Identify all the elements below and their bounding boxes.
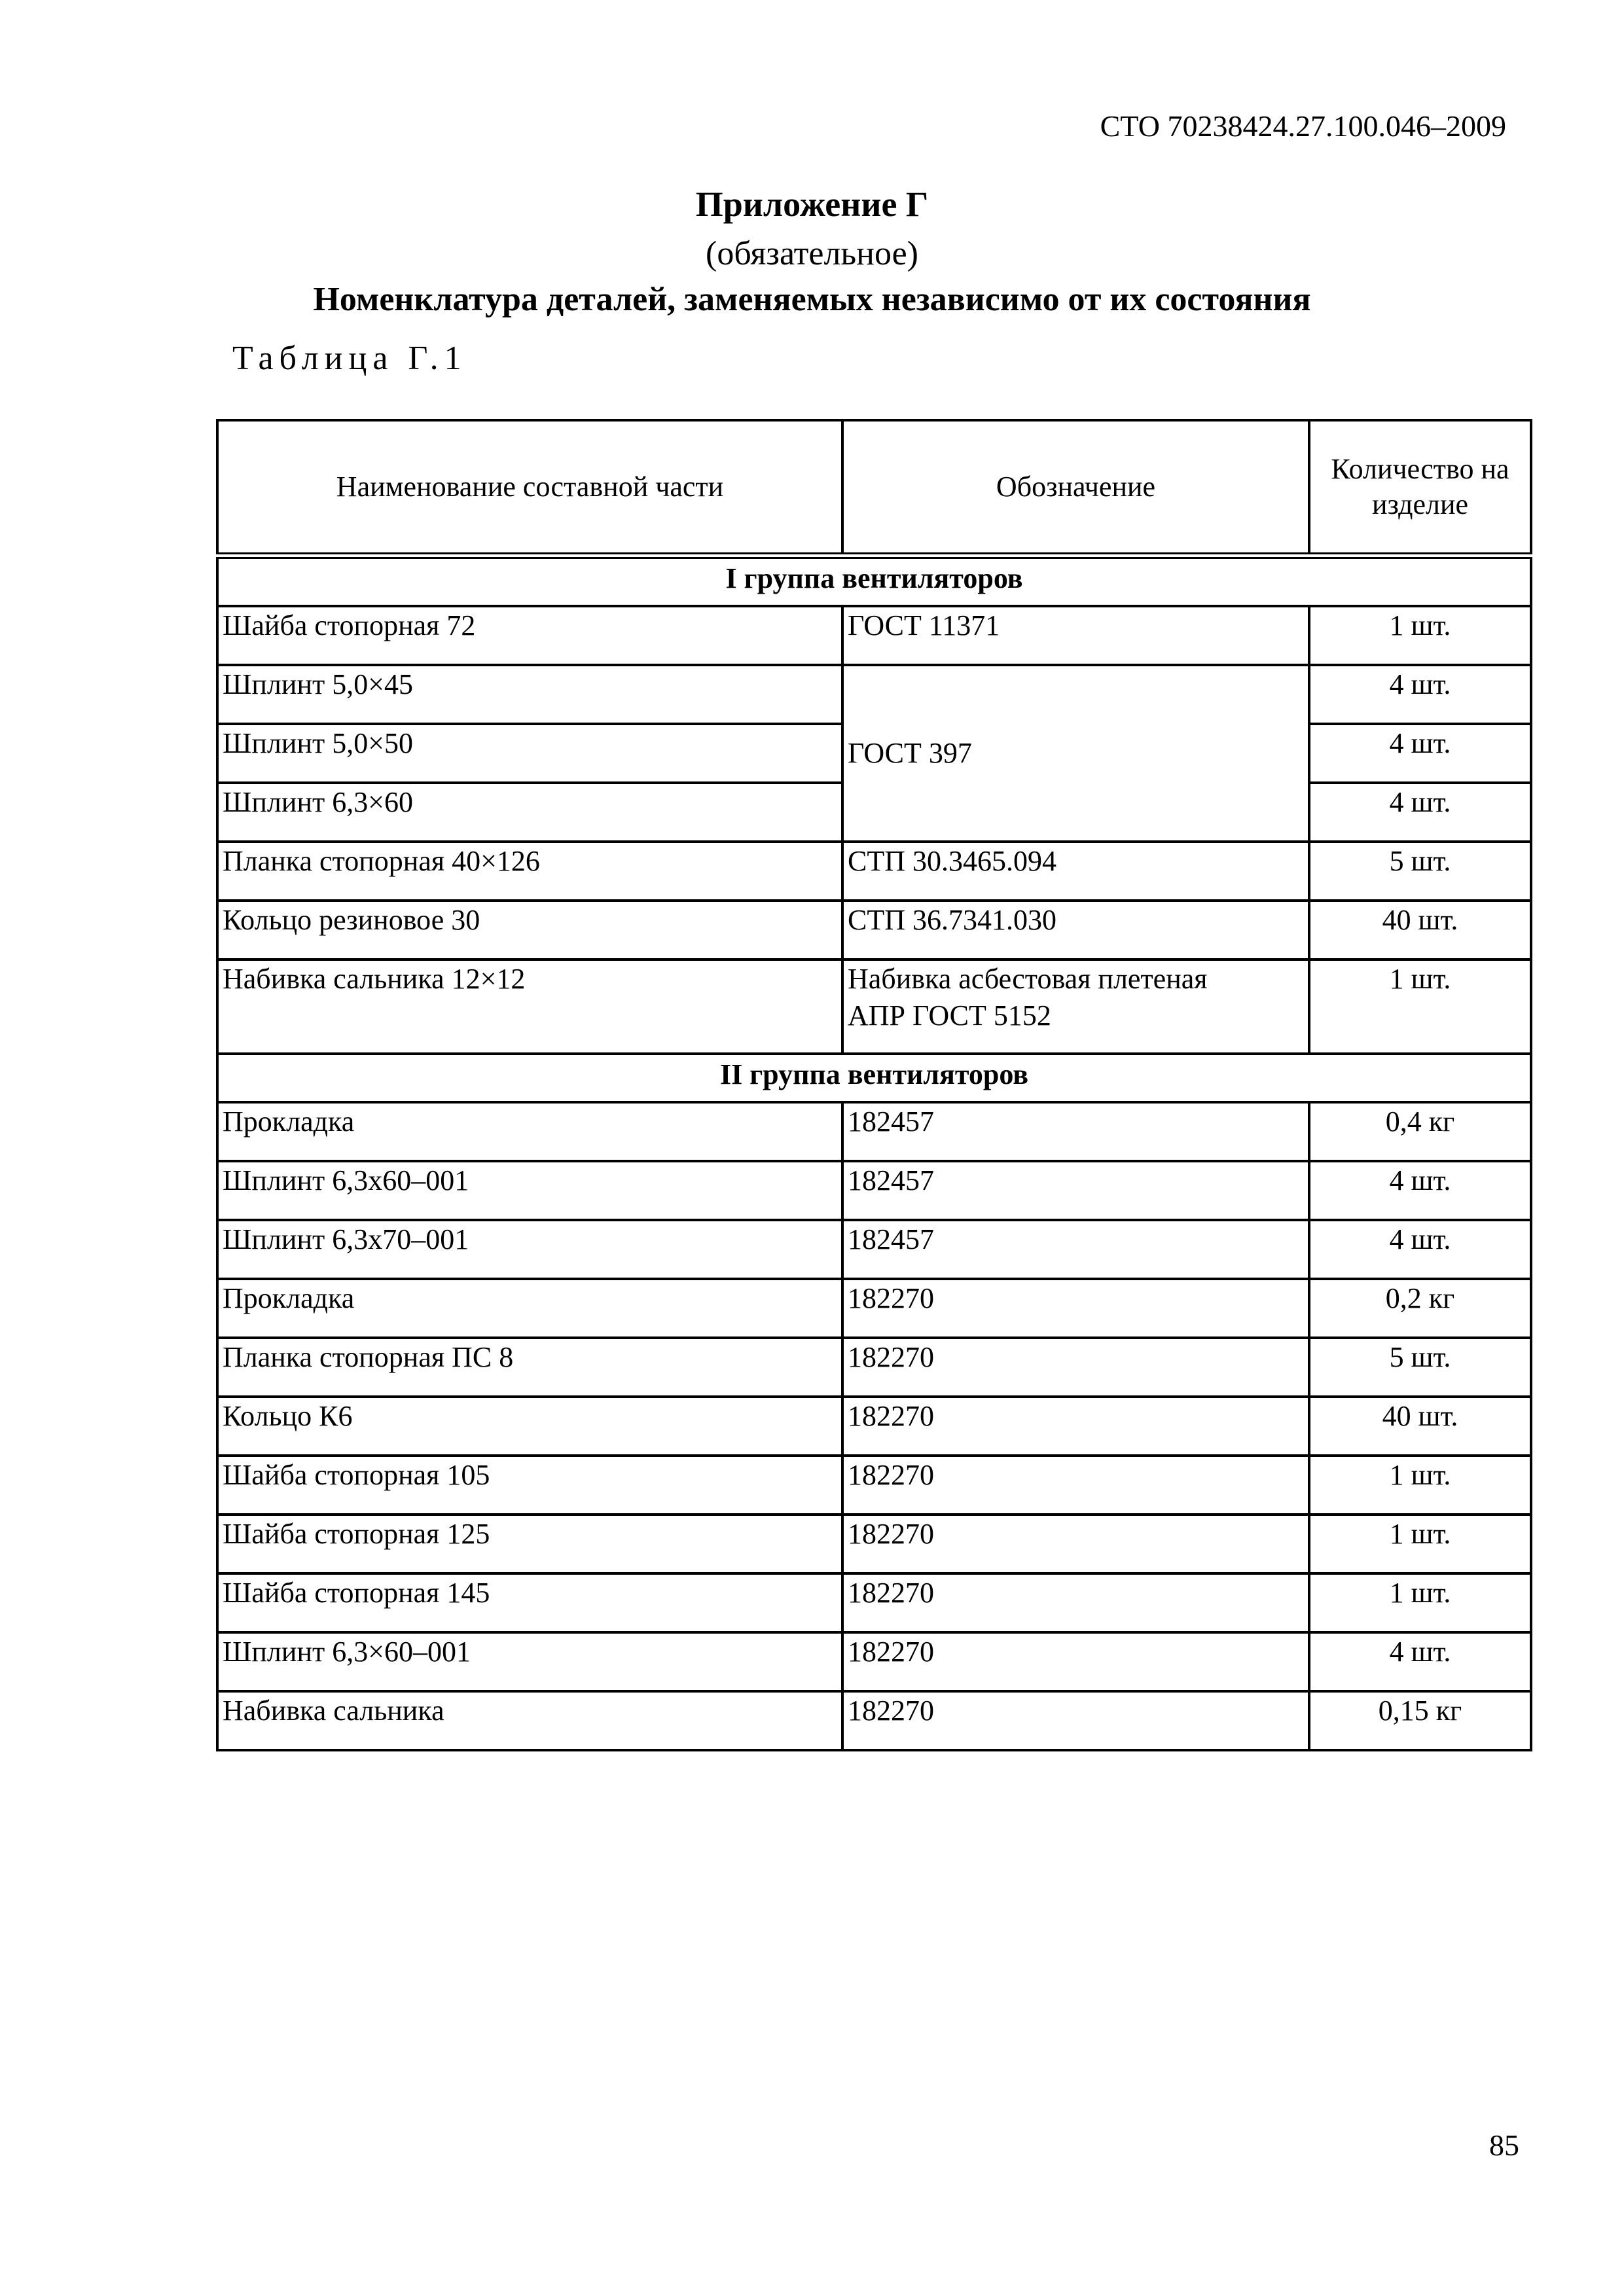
table-row bbox=[217, 1456, 1531, 1515]
part-quantity: 0,2 кг bbox=[1309, 1279, 1531, 1338]
table-row bbox=[217, 1632, 1531, 1691]
part-quantity: 4 шт. bbox=[1309, 665, 1531, 724]
designation-line: Набивка асбестовая плетеная bbox=[848, 963, 1208, 995]
part-name: Планка стопорная 40×126 bbox=[217, 842, 842, 901]
part-quantity: 1 шт. bbox=[1309, 1456, 1531, 1515]
parts-table bbox=[216, 419, 1532, 1751]
part-name: Набивка сальника bbox=[217, 1691, 842, 1750]
part-quantity: 4 шт. bbox=[1309, 783, 1531, 842]
table-row bbox=[217, 1279, 1531, 1338]
part-designation: 182270 bbox=[842, 1279, 1309, 1338]
table-row bbox=[217, 1691, 1531, 1750]
part-name: Шплинт 6,3х60–001 bbox=[217, 1161, 842, 1220]
part-designation: ГОСТ 397 bbox=[842, 665, 1309, 842]
part-quantity: 0,4 кг bbox=[1309, 1102, 1531, 1161]
group-header-row bbox=[217, 556, 1531, 606]
part-name: Кольцо резиновое 30 bbox=[217, 901, 842, 960]
part-quantity: 40 шт. bbox=[1309, 1397, 1531, 1456]
table-row bbox=[217, 1161, 1531, 1220]
part-quantity: 1 шт. bbox=[1309, 606, 1531, 665]
column-header-quantity: Количество на изделие bbox=[1309, 420, 1531, 556]
part-name: Шайба стопорная 145 bbox=[217, 1573, 842, 1632]
part-designation bbox=[842, 960, 1309, 1054]
table-row bbox=[217, 1397, 1531, 1456]
part-name: Шплинт 6,3×60 bbox=[217, 783, 842, 842]
part-designation: 182457 bbox=[842, 1102, 1309, 1161]
part-designation: 182270 bbox=[842, 1456, 1309, 1515]
column-header-designation: Обозначение bbox=[842, 420, 1309, 556]
part-name: Шайба стопорная 72 bbox=[217, 606, 842, 665]
page-number: 85 bbox=[1489, 2128, 1519, 2162]
part-designation: 182270 bbox=[842, 1691, 1309, 1750]
part-designation: СТП 36.7341.030 bbox=[842, 901, 1309, 960]
part-name: Шплинт 5,0×45 bbox=[217, 665, 842, 724]
appendix-title: Приложение Г bbox=[695, 185, 929, 224]
group-title: I группа вентиляторов bbox=[217, 556, 1531, 606]
appendix-subject: Номенклатура деталей, заменяемых независимо от их состояния bbox=[313, 281, 1311, 318]
standard-code: СТО 70238424.27.100.046–2009 bbox=[1100, 109, 1506, 143]
part-quantity: 4 шт. bbox=[1309, 1220, 1531, 1279]
part-quantity: 5 шт. bbox=[1309, 842, 1531, 901]
part-quantity: 1 шт. bbox=[1309, 1515, 1531, 1573]
part-designation: 182457 bbox=[842, 1220, 1309, 1279]
part-quantity: 0,15 кг bbox=[1309, 1691, 1531, 1750]
table-row bbox=[217, 901, 1531, 960]
table-row bbox=[217, 1515, 1531, 1573]
part-designation: СТП 30.3465.094 bbox=[842, 842, 1309, 901]
table-row bbox=[217, 842, 1531, 901]
part-name: Планка стопорная ПС 8 bbox=[217, 1338, 842, 1397]
part-name: Шайба стопорная 125 bbox=[217, 1515, 842, 1573]
part-designation: 182270 bbox=[842, 1515, 1309, 1573]
part-name: Шплинт 6,3×60–001 bbox=[217, 1632, 842, 1691]
part-quantity: 4 шт. bbox=[1309, 724, 1531, 783]
part-designation: 182270 bbox=[842, 1397, 1309, 1456]
group-header-row bbox=[217, 1054, 1531, 1102]
part-designation: 182270 bbox=[842, 1573, 1309, 1632]
table-header bbox=[217, 420, 1531, 556]
part-name: Шайба стопорная 105 bbox=[217, 1456, 842, 1515]
table-row bbox=[217, 665, 1531, 724]
table-body bbox=[217, 556, 1531, 1750]
appendix-status: (обязательное) bbox=[706, 235, 918, 272]
table-caption: Таблица Г.1 bbox=[232, 340, 467, 377]
part-quantity: 4 шт. bbox=[1309, 1632, 1531, 1691]
table-header-row bbox=[217, 420, 1531, 556]
part-quantity: 1 шт. bbox=[1309, 960, 1531, 1054]
table-row bbox=[217, 1573, 1531, 1632]
table-row bbox=[217, 1102, 1531, 1161]
part-quantity: 40 шт. bbox=[1309, 901, 1531, 960]
part-quantity: 4 шт. bbox=[1309, 1161, 1531, 1220]
designation-line: АПР ГОСТ 5152 bbox=[848, 999, 1051, 1031]
part-quantity: 5 шт. bbox=[1309, 1338, 1531, 1397]
table-row bbox=[217, 606, 1531, 665]
part-name: Кольцо К6 bbox=[217, 1397, 842, 1456]
part-designation: 182270 bbox=[842, 1338, 1309, 1397]
part-quantity: 1 шт. bbox=[1309, 1573, 1531, 1632]
part-name: Прокладка bbox=[217, 1102, 842, 1161]
table-row bbox=[217, 1338, 1531, 1397]
part-name: Шплинт 5,0×50 bbox=[217, 724, 842, 783]
table-row bbox=[217, 1220, 1531, 1279]
part-name: Набивка сальника 12×12 bbox=[217, 960, 842, 1054]
part-designation: 182457 bbox=[842, 1161, 1309, 1220]
part-designation: 182270 bbox=[842, 1632, 1309, 1691]
group-title: II группа вентиляторов bbox=[217, 1054, 1531, 1102]
table-row bbox=[217, 960, 1531, 1054]
column-header-name: Наименование составной части bbox=[217, 420, 842, 556]
part-designation: ГОСТ 11371 bbox=[842, 606, 1309, 665]
part-name: Прокладка bbox=[217, 1279, 842, 1338]
part-name: Шплинт 6,3х70–001 bbox=[217, 1220, 842, 1279]
